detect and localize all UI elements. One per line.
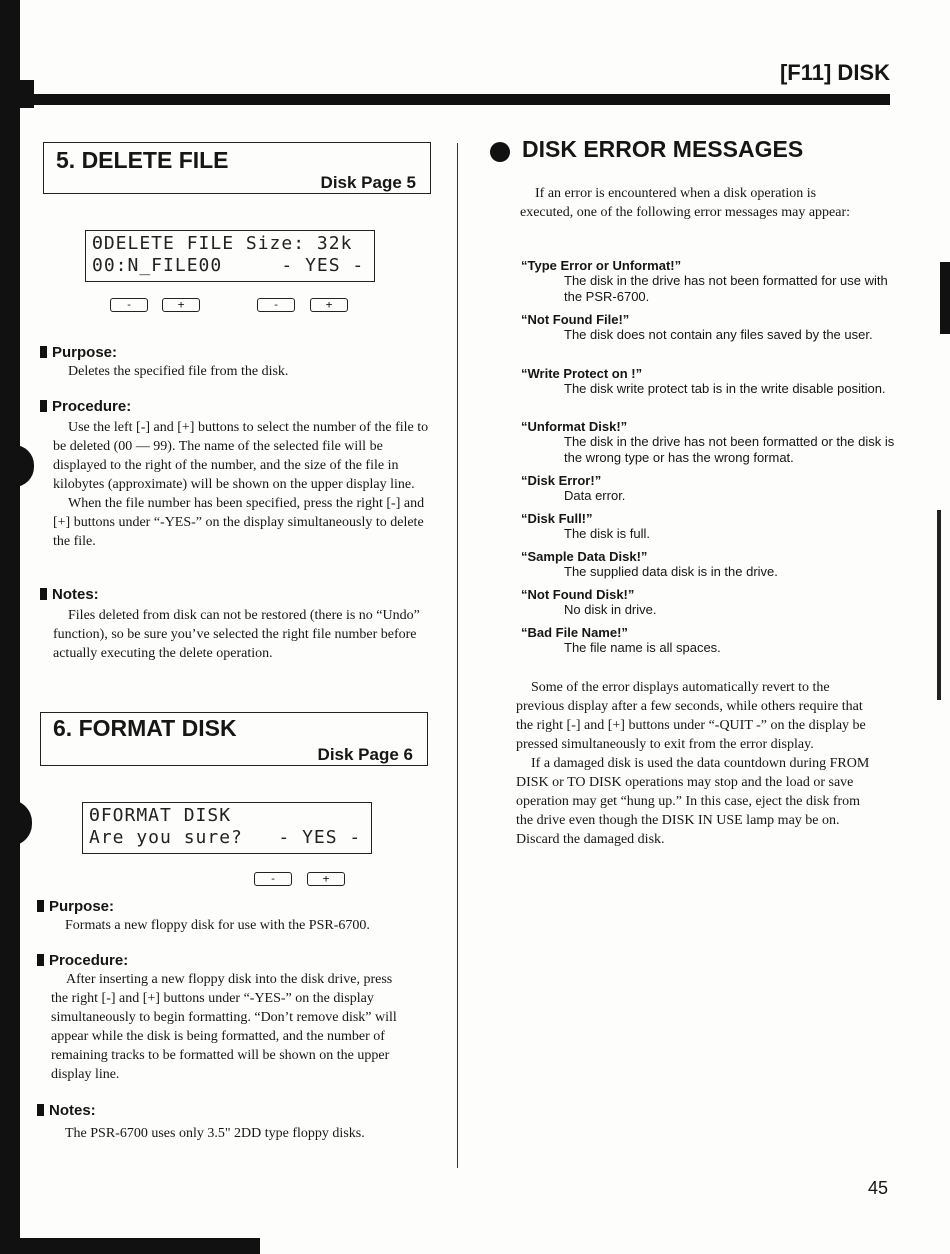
error-message-item bbox=[521, 473, 901, 504]
disk-errors-outro bbox=[516, 678, 876, 849]
right-plus-button[interactable]: + bbox=[310, 298, 348, 312]
error-name: “Sample Data Disk!” bbox=[521, 549, 648, 564]
error-description: The disk write protect tab is in the write disable position. bbox=[564, 381, 886, 396]
procedure-paragraph: After inserting a new floppy disk into the disk drive, press the right [-] and [+] buttons under “-YES-” on the display simultaneously to begin formatting. “Don’t remove disk” will appear while the disk is being formatted, and the number of remaining tracks to be formatted will be shown on the upper display line. bbox=[51, 972, 397, 1082]
notes-text bbox=[53, 606, 431, 663]
purpose-text-content: Deletes the specified file from the disk. bbox=[68, 364, 289, 379]
right-minus-button[interactable]: - bbox=[254, 872, 292, 886]
outro-paragraph: Some of the error displays automatically revert to the previous display after a few seconds, while others require that the right [-] and [+] buttons under “-QUIT -” on the display be pressed simultaneously to exit from the error display. bbox=[516, 680, 866, 752]
binding-hole bbox=[0, 445, 34, 487]
error-description: The supplied data disk is in the drive. bbox=[564, 564, 778, 579]
binding-edge bbox=[0, 0, 20, 1254]
right-minus-button[interactable]: - bbox=[257, 298, 295, 312]
lcd-display bbox=[82, 802, 372, 854]
delete-file-section-header bbox=[43, 142, 431, 194]
section-bullet-icon bbox=[490, 142, 510, 162]
disk-errors-intro bbox=[520, 184, 865, 222]
notes-text bbox=[65, 1124, 425, 1143]
page-number: 45 bbox=[868, 1178, 889, 1198]
notes-heading: Notes: bbox=[40, 586, 99, 603]
notes-paragraph: Files deleted from disk can not be restored (there is no “Undo” function), so be sure you’ve selected the right file number before actually executing the delete operation. bbox=[53, 608, 420, 661]
error-description: The disk is full. bbox=[564, 526, 650, 541]
error-name: “Write Protect on !” bbox=[521, 366, 643, 381]
error-message-item bbox=[521, 419, 901, 466]
procedure-paragraph: When the file number has been specified, press the right [-] and [+] buttons under “-YES-” on the display simultaneously to delete the file. bbox=[53, 496, 425, 549]
error-description: No disk in drive. bbox=[564, 602, 657, 617]
error-description: The file name is all spaces. bbox=[564, 640, 721, 655]
purpose-heading: Purpose: bbox=[37, 898, 114, 915]
format-disk-section-header bbox=[40, 712, 428, 766]
disk-page-label: Disk Page 5 bbox=[320, 173, 416, 192]
header-rule bbox=[0, 94, 890, 105]
procedure-paragraph: Use the left [-] and [+] buttons to select the number of the file to be deleted (00 — 99). The name of the selected file will be displayed to the right of the number, and the size of the file in kilobytes (approximate) will be shown on the upper display line. bbox=[53, 420, 429, 492]
error-message-item bbox=[521, 511, 901, 542]
lcd-line-1: ΘDELETE FILE Size: 32k bbox=[92, 233, 353, 254]
error-name: “Disk Full!” bbox=[521, 511, 593, 526]
purpose-heading: Purpose: bbox=[40, 344, 117, 361]
lcd-line-2: 00:N_FILE00 - YES - bbox=[92, 255, 365, 276]
bottom-edge bbox=[0, 1238, 260, 1254]
binding-hole bbox=[0, 800, 32, 846]
error-name: “Bad File Name!” bbox=[521, 625, 628, 640]
lcd-display bbox=[85, 230, 375, 282]
lcd-line-1: ΘFORMAT DISK bbox=[89, 805, 232, 826]
column-divider bbox=[457, 143, 458, 1168]
section-title: 6. FORMAT DISK bbox=[53, 715, 237, 741]
section-title: 5. DELETE FILE bbox=[56, 147, 229, 173]
error-description: Data error. bbox=[564, 488, 626, 503]
purpose-text bbox=[65, 916, 435, 935]
left-minus-button[interactable]: - bbox=[110, 298, 148, 312]
outro-paragraph: If a damaged disk is used the data countdown during FROM DISK or TO DISK operations may stop and the load or save operation may get “hung up.” In this case, eject the disk from the drive even though the DISK IN USE lamp may be on. Discard the damaged disk. bbox=[516, 756, 870, 847]
right-plus-button[interactable]: + bbox=[307, 872, 345, 886]
error-name: “Not Found File!” bbox=[521, 312, 630, 327]
corner-mark bbox=[0, 0, 20, 12]
procedure-text bbox=[53, 418, 431, 551]
notes-heading: Notes: bbox=[37, 1102, 96, 1119]
disk-page-label: Disk Page 6 bbox=[317, 745, 413, 764]
error-description: The disk in the drive has not been formatted for use with the PSR-6700. bbox=[564, 273, 888, 304]
left-plus-button[interactable]: + bbox=[162, 298, 200, 312]
error-message-item bbox=[521, 549, 901, 580]
notes-text-content: The PSR-6700 uses only 3.5" 2DD type floppy disks. bbox=[65, 1126, 365, 1141]
error-message-item bbox=[521, 258, 901, 305]
error-name: “Type Error or Unformat!” bbox=[521, 258, 682, 273]
error-description: The disk does not contain any files saved by the user. bbox=[564, 327, 873, 342]
error-description: The disk in the drive has not been formatted or the disk is the wrong type or has the wrong format. bbox=[564, 434, 895, 465]
thumb-index-tab bbox=[940, 262, 950, 334]
error-message-item bbox=[521, 625, 901, 656]
lcd-line-2: Are you sure? - YES - bbox=[89, 827, 362, 848]
procedure-text bbox=[51, 970, 409, 1084]
page-header-title: [F11] DISK bbox=[779, 60, 890, 85]
error-name: “Not Found Disk!” bbox=[521, 587, 635, 602]
intro-paragraph: If an error is encountered when a disk operation is executed, one of the following error messages may appear: bbox=[520, 186, 851, 220]
error-message-item bbox=[521, 366, 901, 397]
disk-errors-heading: DISK ERROR MESSAGES bbox=[522, 136, 804, 162]
error-name: “Disk Error!” bbox=[521, 473, 602, 488]
error-message-item bbox=[521, 587, 901, 618]
procedure-heading: Procedure: bbox=[40, 398, 131, 415]
page-edge-mark bbox=[937, 510, 941, 700]
procedure-heading: Procedure: bbox=[37, 952, 128, 969]
purpose-text bbox=[68, 362, 428, 381]
purpose-text-content: Formats a new floppy disk for use with the PSR-6700. bbox=[65, 918, 370, 933]
error-message-item bbox=[521, 312, 901, 343]
error-name: “Unformat Disk!” bbox=[521, 419, 628, 434]
